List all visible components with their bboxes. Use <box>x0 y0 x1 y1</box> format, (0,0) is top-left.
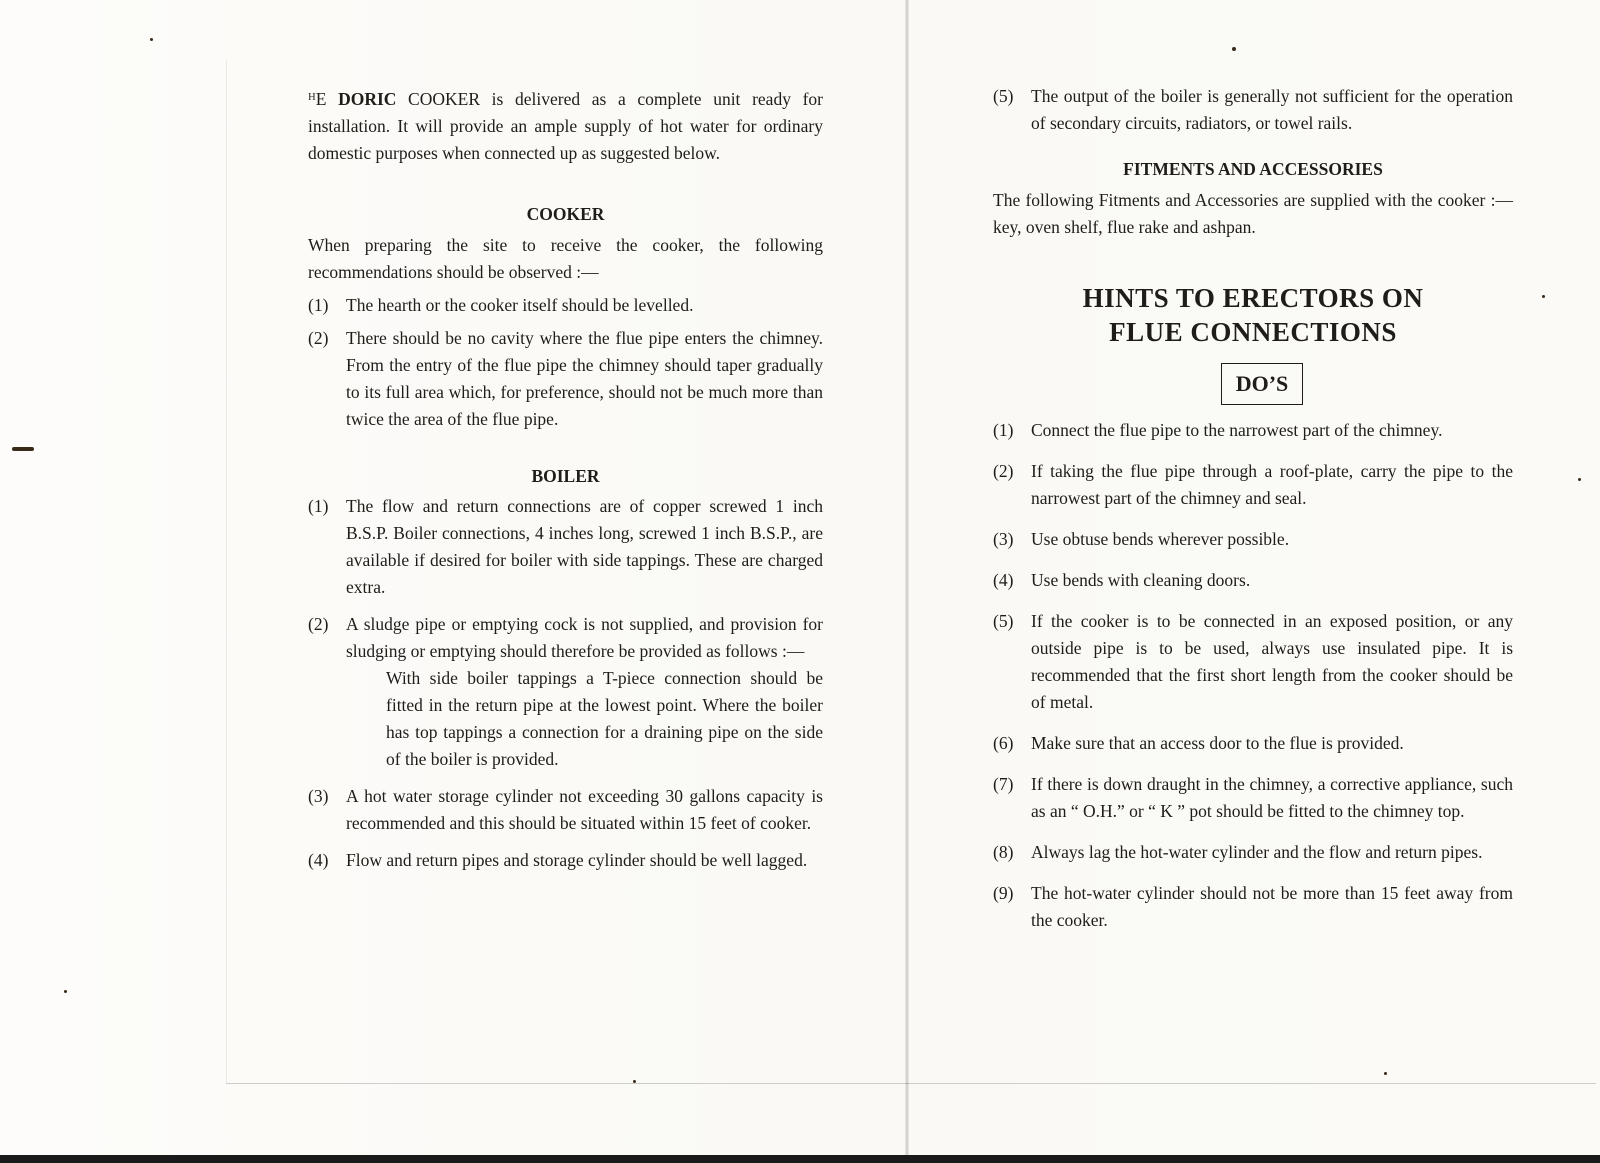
cooker-item-number: (1) <box>308 295 329 315</box>
dos-item <box>993 771 1513 825</box>
scan-speck <box>150 38 153 41</box>
boiler-item-text: The flow and return connections are of copper screwed 1 inch B.S.P. Boiler connections, 4 inches long, screwed 1 inch B.S.P., are available if desired for boiler with side tappings. These are charged extra. <box>346 496 823 597</box>
left-page <box>308 86 823 874</box>
page-fold <box>905 0 909 1163</box>
cooker-intro: When preparing the site to receive the cooker, the following recommendations should be observed :— <box>308 235 823 282</box>
dos-item <box>993 526 1513 553</box>
boiler-item-number: (4) <box>308 850 329 870</box>
dos-item <box>993 608 1513 716</box>
boiler-item <box>993 83 1513 137</box>
cooker-item-number: (2) <box>308 328 329 348</box>
dos-item-number: (7) <box>993 774 1014 794</box>
page-edge-left <box>226 60 227 1083</box>
dos-item-text: Use bends with cleaning doors. <box>1031 570 1251 590</box>
boiler-item <box>308 493 823 601</box>
boiler-heading: BOILER <box>531 466 600 486</box>
boiler-item <box>308 847 823 874</box>
cooker-item-text: The hearth or the cooker itself should be levelled. <box>346 295 694 315</box>
dos-item-text: If taking the flue pipe through a roof-plate, carry the pipe to the narrowest part of the chimney and seal. <box>1031 461 1513 508</box>
scan-speck <box>1384 1072 1387 1075</box>
boiler-item-text: A sludge pipe or emptying cock is not supplied, and provision for sludging or emptying should therefore be provided as follows :— <box>346 614 823 661</box>
scan-speck <box>633 1080 636 1083</box>
boiler-item-number: (5) <box>993 86 1014 106</box>
boiler-item-number: (3) <box>308 786 329 806</box>
dos-item <box>993 839 1513 866</box>
cooker-item <box>308 292 823 319</box>
dos-label: DO’S <box>1221 363 1304 405</box>
boiler-item <box>308 611 823 665</box>
scan-speck <box>64 990 67 993</box>
scan-speck <box>1232 47 1236 51</box>
dos-item <box>993 417 1513 444</box>
dos-item <box>993 567 1513 594</box>
dos-item-number: (4) <box>993 570 1014 590</box>
right-page <box>993 83 1513 934</box>
boiler-subparagraph: With side boiler tappings a T-piece connection should be fitted in the return pipe at the lowest point. Where the boiler has top tappings a connection for a draining pipe on the side of the boiler is provided. <box>386 668 823 769</box>
dos-item-number: (1) <box>993 420 1014 440</box>
dos-item-text: Make sure that an access door to the flue is provided. <box>1031 733 1404 753</box>
cooker-item <box>308 325 823 433</box>
dos-item-text: Use obtuse bends wherever possible. <box>1031 529 1290 549</box>
boiler-item-text: Flow and return pipes and storage cylinder should be well lagged. <box>346 850 808 870</box>
fitments-heading: FITMENTS AND ACCESSORIES <box>1123 159 1383 179</box>
cooker-item-text: There should be no cavity where the flue pipe enters the chimney. From the entry of the flue pipe the chimney should taper gradually to its full area which, for preference, should not be much more than twice the area of the flue pipe. <box>346 328 823 429</box>
dos-item-text: If the cooker is to be connected in an exposed position, or any outside pipe is to be used, always use insulated pipe. It is recommended that the first short length from the cooker should be of metal. <box>1031 611 1513 712</box>
intro-paragraph <box>308 86 823 167</box>
intro-brand: DORIC <box>338 89 397 109</box>
scan-speck <box>1578 478 1581 481</box>
dos-item-text: Always lag the hot-water cylinder and the flow and return pipes. <box>1031 842 1483 862</box>
dos-item <box>993 730 1513 757</box>
boiler-item-text: The output of the boiler is generally not sufficient for the operation of secondary circuits, radiators, or towel rails. <box>1031 86 1513 133</box>
dos-item-number: (3) <box>993 529 1014 549</box>
boiler-item-text: A hot water storage cylinder not exceeding 30 gallons capacity is recommended and this should be situated within 15 feet of cooker. <box>346 786 823 833</box>
dos-item-text: If there is down draught in the chimney, a corrective appliance, such as an “ O.H.” or “ K ” pot should be fitted to the chimney top. <box>1031 774 1513 821</box>
dos-item-number: (8) <box>993 842 1014 862</box>
dos-item <box>993 880 1513 934</box>
page-edge-bottom <box>226 1083 1596 1084</box>
fitments-text: The following Fitments and Accessories are supplied with the cooker :—key, oven shelf, flue rake and ashpan. <box>993 190 1513 237</box>
scanner-bottom-strip <box>0 1155 1600 1163</box>
hints-title-line-1: HINTS TO ERECTORS ON <box>1082 283 1424 313</box>
dos-item-number: (6) <box>993 733 1014 753</box>
scan-speck <box>12 447 34 451</box>
cooker-heading: COOKER <box>526 204 605 224</box>
boiler-item <box>308 783 823 837</box>
hints-title-line-2: FLUE CONNECTIONS <box>1109 317 1397 347</box>
dos-label-wrap <box>993 363 1513 405</box>
scan-speck <box>1542 295 1545 298</box>
dos-item-text: The hot-water cylinder should not be more than 15 feet away from the cooker. <box>1031 883 1513 930</box>
boiler-item-number: (1) <box>308 496 329 516</box>
dos-item-number: (2) <box>993 461 1014 481</box>
dos-item-number: (5) <box>993 611 1014 631</box>
intro-dropcap: ᴴE <box>308 89 339 109</box>
dos-item <box>993 458 1513 512</box>
boiler-item-number: (2) <box>308 614 329 634</box>
dos-item-number: (9) <box>993 883 1014 903</box>
intro-text: COOKER is delivered as a complete unit ready for installation. It will provide an ample supply of hot water for ordinary domestic purposes when connected up as suggested below. <box>308 89 823 163</box>
dos-item-text: Connect the flue pipe to the narrowest part of the chimney. <box>1031 420 1443 440</box>
